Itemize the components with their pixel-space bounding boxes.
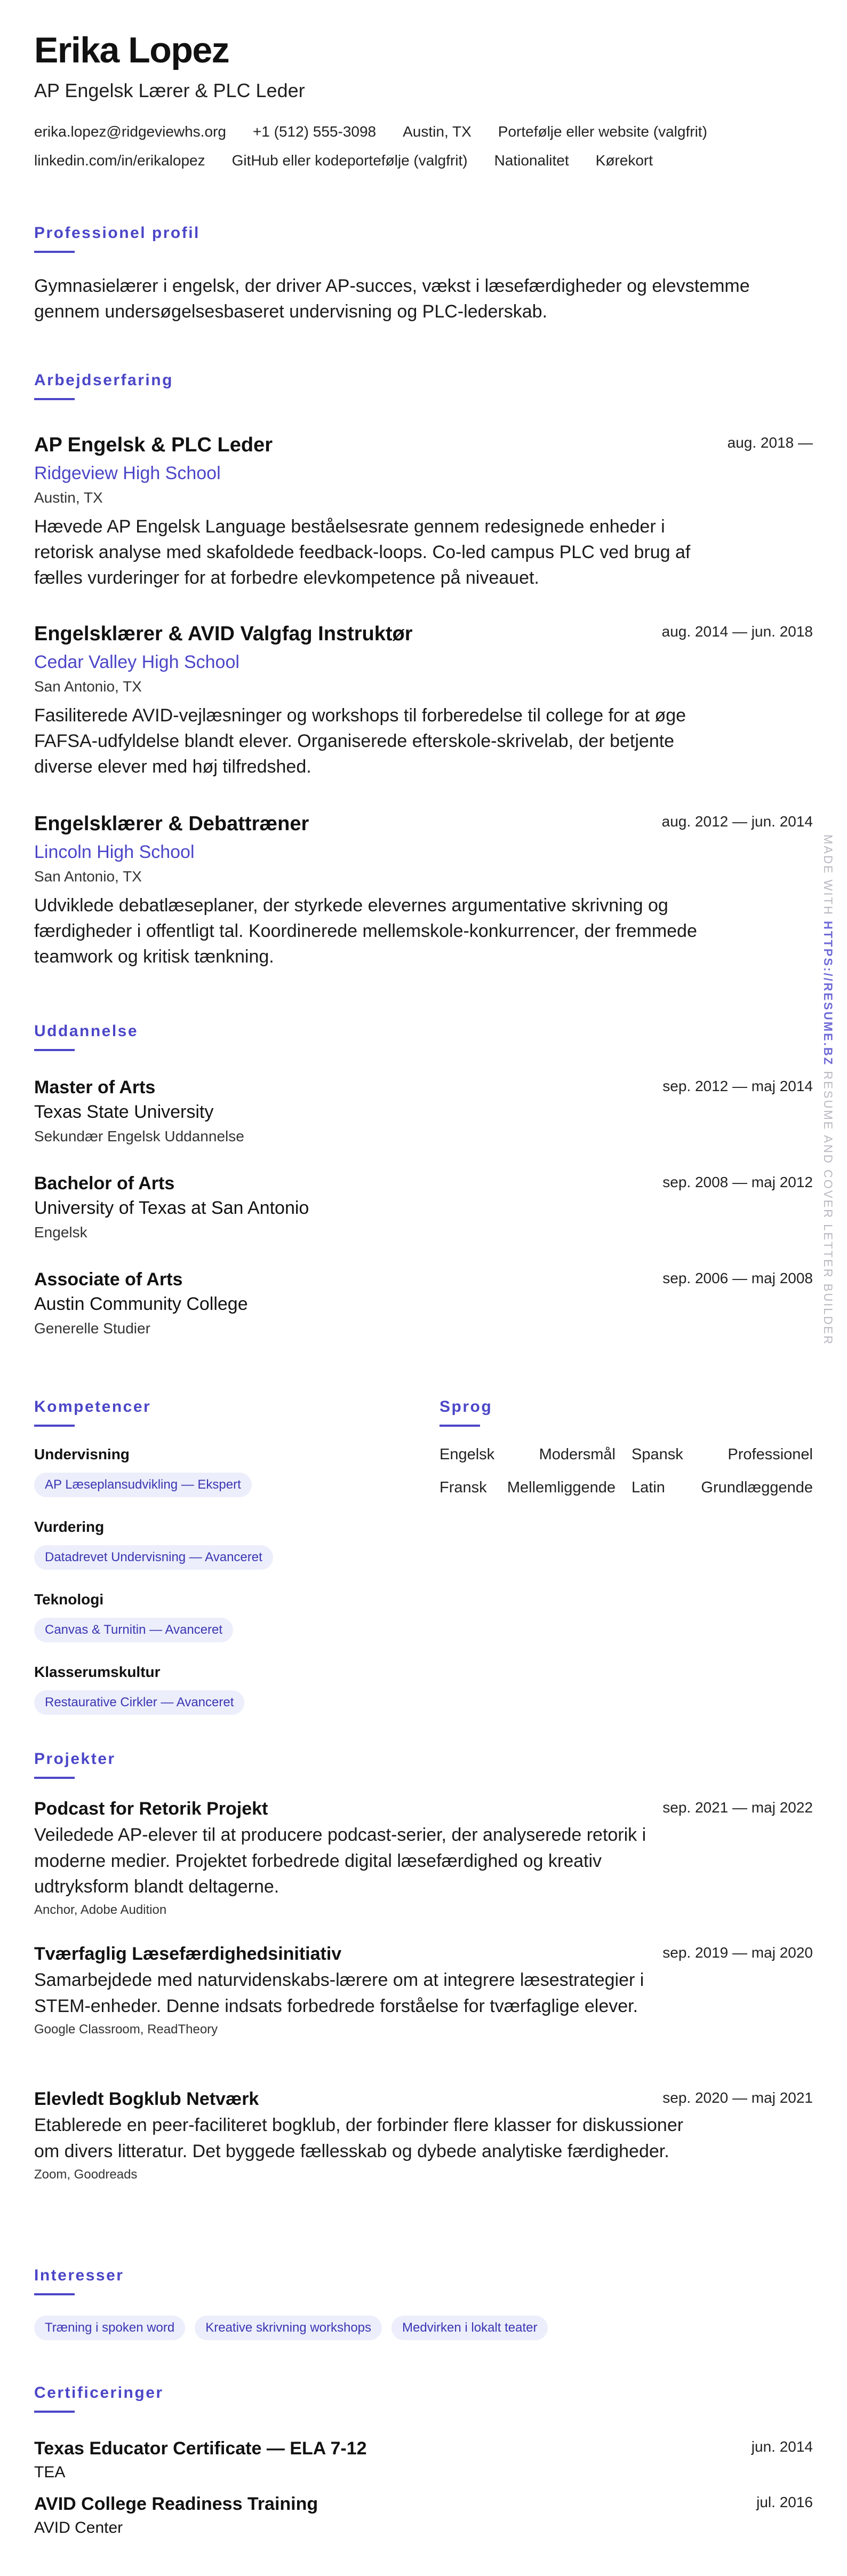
degree-title: Master of Arts [34,1077,156,1098]
project-entry [34,2089,813,2182]
watermark-suffix: RESUME AND COVER LETTER BUILDER [821,1071,835,1346]
project-description: Etablerede en peer-faciliteret bogklub, der forbinder flere klasser for diskussioner om divers litteratur. Det byggede fællesskab og dybede analytiske færdigheder. [34,2115,684,2161]
contact-list [34,123,813,169]
interest-list [34,2316,548,2340]
skill-chip: AP Læseplansudvikling — Ekspert [34,1473,252,1497]
degree-title: Associate of Arts [34,1269,183,1290]
school-name: Texas State University [34,1102,214,1123]
job-title: AP Engelsk & PLC Leder [34,434,273,456]
experience-section [34,371,813,967]
project-date: sep. 2021 — maj 2022 [662,1799,813,1816]
job-description: Fasiliterede AVID-vejlæsninger og workshops til forberedelse til college for at øge FAFSA-udfyldelse blandt elever. Organiserede efterskole-skrivelab, der betjente diverse elever med høj tilfredshed. [34,705,686,777]
interest-chip: Træning i spoken word [34,2316,185,2340]
experience-entry [34,813,813,970]
education-date: sep. 2008 — maj 2012 [662,1174,813,1190]
employer-name[interactable]: Cedar Valley High School [34,651,239,672]
skills-section [34,1398,407,1710]
interests-section [34,2267,813,2335]
job-location: San Antonio, TX [34,678,142,695]
languages-section [440,1399,813,1506]
education-section [34,1022,813,1337]
job-date: aug. 2014 — jun. 2018 [661,623,813,640]
section-underline [34,1049,75,1051]
section-title: Kompetencer [34,1398,151,1416]
contact-email[interactable]: erika.lopez@ridgeviewhs.org [34,123,226,140]
watermark-link[interactable]: HTTPS://RESUME.BZ [821,920,835,1067]
language-name: Fransk [440,1479,487,1496]
section-title: Arbejdserfaring [34,371,173,389]
project-title: Tværfaglig Læsefærdighedsinitiativ [34,1944,342,1964]
profile-summary: Gymnasielærer i engelsk, der driver AP-succes, vækst i læsefærdigheder og elevstemme gennem undersøgelsesbaseret undervisning og PLC-lederskab. [34,276,750,322]
projects-section [34,1750,813,2182]
section-title: Uddannelse [34,1022,139,1040]
profile-section [34,225,813,325]
section-title: Sprog [440,1398,493,1416]
job-description: Hævede AP Engelsk Language beståelsesrate gennem redesignede enheder i retorisk analyse med skafoldede feedback-loops. Co-led campus PLC ved brug af fælles vurderinger for at forbedre elevkompetence på niveauet. [34,516,691,589]
employer-name[interactable]: Lincoln High School [34,841,195,862]
study-field: Generelle Studier [34,1320,150,1337]
contact-license: Kørekort [595,152,653,169]
certifications-section [34,2384,813,2537]
contact-linkedin[interactable]: linkedin.com/in/erikalopez [34,152,205,169]
skill-category: Vurdering [34,1518,105,1535]
study-field: Sekundær Engelsk Uddannelse [34,1128,244,1145]
contact-nationality: Nationalitet [494,152,569,169]
certification-issuer: AVID Center [34,2519,123,2537]
contact-phone[interactable]: +1 (512) 555-3098 [252,123,377,140]
section-underline [34,398,75,400]
certification-date: jul. 2016 [756,2494,813,2510]
employer-name[interactable]: Ridgeview High School [34,463,221,483]
project-description: Veiledede AP-elever til at producere podcast-serier, der analyserede retorik i moderne medier. Projektet forbedrede digital læsefærdighed og kreativ udtryksform blandt deltagerne. [34,1825,646,1897]
language-level: Modersmål [539,1446,616,1463]
education-entry [34,1270,813,1337]
watermark-prefix: MADE WITH [821,834,835,916]
project-tools: Google Classroom, ReadTheory [34,2022,218,2037]
project-description: Samarbejdede med naturvidenskabs-lærere om at integrere læsestrategier i STEM-enheder. Denne indsats forbedrede forståelse for tværfaglige elever. [34,1970,644,2016]
contact-location: Austin, TX [403,123,472,140]
skill-group [34,1591,233,1642]
project-tools: Zoom, Goodreads [34,2167,138,2182]
experience-entry [34,623,813,780]
school-name: Austin Community College [34,1294,248,1315]
certification-issuer: TEA [34,2463,66,2481]
candidate-role: AP Engelsk Lærer & PLC Leder [34,79,305,101]
section-underline [34,2411,75,2413]
language-name: Engelsk [440,1446,495,1463]
language-level: Professionel [728,1446,813,1463]
language-name: Spansk [632,1446,683,1463]
project-tools: Anchor, Adobe Audition [34,1903,167,1918]
certification-date: jun. 2014 [751,2438,813,2455]
education-date: sep. 2012 — maj 2014 [662,1078,813,1094]
resume-header [34,32,813,169]
section-title: Professionel profil [34,224,200,242]
job-date: aug. 2018 — [727,434,813,451]
job-date: aug. 2012 — jun. 2014 [661,813,813,830]
section-underline [34,251,75,253]
builder-watermark [821,834,835,1346]
certification-title: AVID College Readiness Training [34,2494,318,2514]
skill-group [34,1518,273,1570]
skill-group [34,1446,252,1497]
experience-entry [34,434,813,591]
education-entry [34,1078,813,1145]
certification-entry [34,2494,813,2537]
job-location: San Antonio, TX [34,868,142,885]
section-title: Interesser [34,2267,124,2284]
skill-category: Undervisning [34,1446,130,1462]
language-level: Mellemliggende [507,1479,616,1496]
interest-chip: Kreative skrivning workshops [195,2316,382,2340]
school-name: University of Texas at San Antonio [34,1198,309,1219]
project-date: sep. 2020 — maj 2021 [662,2089,813,2106]
education-entry [34,1174,813,1241]
language-level: Grundlæggende [701,1479,813,1496]
study-field: Engelsk [34,1224,87,1241]
skill-chip: Restaurative Cirkler — Avanceret [34,1690,244,1715]
project-title: Podcast for Retorik Projekt [34,1799,268,1819]
project-entry [34,1944,813,2037]
skill-group [34,1664,244,1715]
project-entry [34,1799,813,1918]
job-description: Udviklede debatlæseplaner, der styrkede elevernes argumentative skrivning og færdigheder i offentligt tal. Koordinerede mellemskole-konkurrencer, der fremmede teamwork og kritisk tænkning. [34,895,697,967]
skill-category: Klasserumskultur [34,1664,161,1680]
skill-chip: Canvas & Turnitin — Avanceret [34,1618,233,1642]
candidate-name: Erika Lopez [34,30,229,70]
section-title: Projekter [34,1750,116,1768]
contact-github[interactable]: GitHub eller kodeportefølje (valgfrit) [231,152,468,169]
section-underline [34,1777,75,1779]
section-underline [440,1425,480,1427]
project-title: Elevledt Bogklub Netværk [34,2089,259,2109]
skill-chip: Datadrevet Undervisning — Avanceret [34,1545,273,1570]
project-date: sep. 2019 — maj 2020 [662,1944,813,1961]
section-title: Certificeringer [34,2384,164,2402]
degree-title: Bachelor of Arts [34,1173,175,1194]
education-date: sep. 2006 — maj 2008 [662,1270,813,1286]
job-location: Austin, TX [34,489,103,506]
certification-title: Texas Educator Certificate — ELA 7-12 [34,2438,367,2459]
certification-entry [34,2438,813,2482]
contact-portfolio[interactable]: Portefølje eller website (valgfrit) [498,123,707,140]
section-underline [34,2293,75,2295]
job-title: Engelsklærer & AVID Valgfag Instruktør [34,623,413,645]
interest-chip: Medvirken i lokalt teater [391,2316,548,2340]
job-title: Engelsklærer & Debattræner [34,813,309,835]
language-name: Latin [632,1479,665,1496]
skill-category: Teknologi [34,1591,104,1608]
section-underline [34,1425,75,1427]
